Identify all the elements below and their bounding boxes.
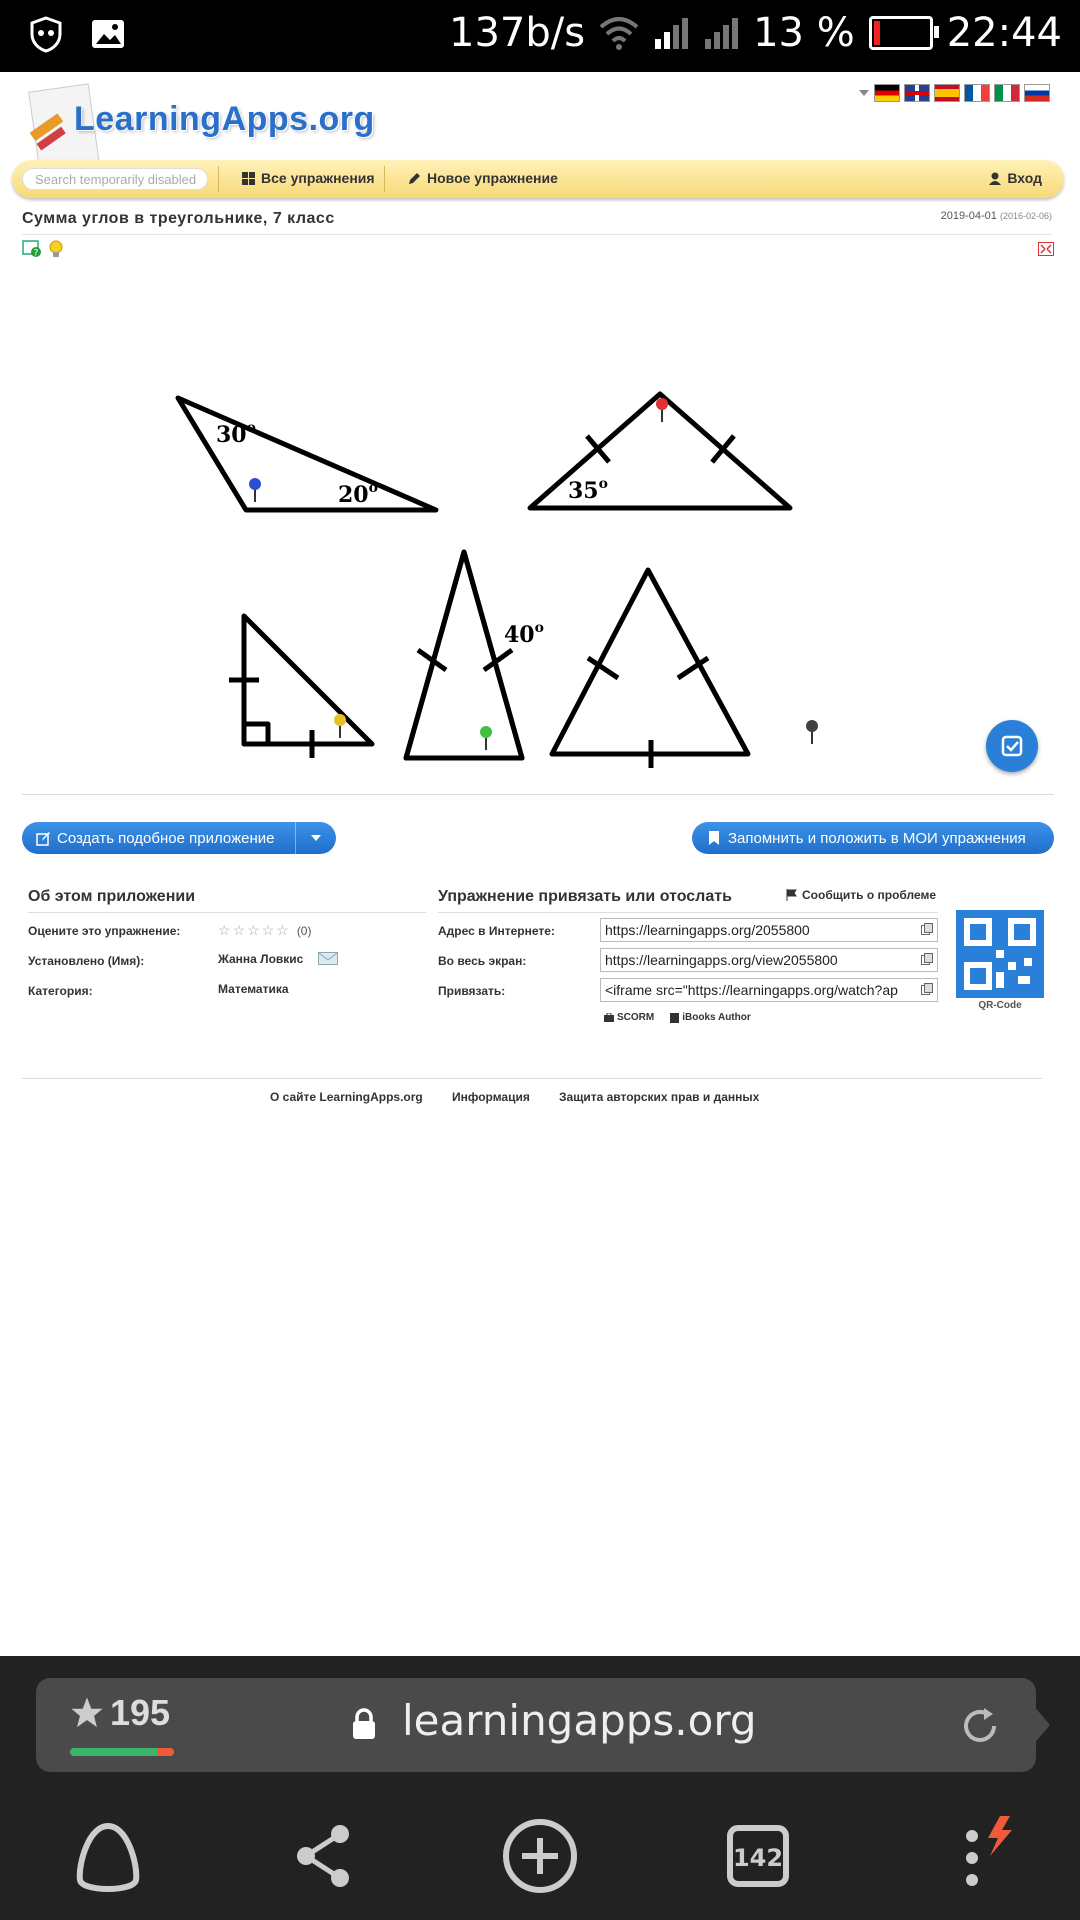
search-input[interactable]: Search temporarily disabled <box>22 168 208 190</box>
flag-icon <box>786 889 798 901</box>
new-tab-icon[interactable] <box>506 1822 574 1890</box>
divider <box>22 794 1054 795</box>
author-name[interactable]: Жанна Ловкис <box>218 952 304 966</box>
triangle-obtuse <box>178 398 436 510</box>
star-icon[interactable]: ☆ <box>247 922 260 938</box>
check-answer-button[interactable] <box>986 720 1038 772</box>
star-icon[interactable]: ☆ <box>232 922 246 938</box>
nav-new-exercise[interactable] <box>408 170 558 186</box>
bookmark-icon <box>708 831 720 845</box>
about-heading: Об этом приложении <box>28 888 196 905</box>
star-icon[interactable]: ☆ <box>218 922 231 938</box>
clock: 22:44 <box>946 10 1062 56</box>
create-similar-button[interactable] <box>22 822 336 854</box>
fullscreen-url-field[interactable] <box>600 948 938 972</box>
angle-label-3: 35$^o$ <box>568 476 608 504</box>
address-bar-arrow <box>1010 1678 1050 1772</box>
nav-login-label: Вход <box>1007 170 1042 186</box>
fullscreen-label: Во весь экран: <box>438 954 527 968</box>
ibooks-label: iBooks Author <box>682 1012 751 1023</box>
score-progress <box>70 1748 174 1756</box>
score-value: 195 <box>110 1692 171 1733</box>
nav-divider <box>384 166 385 192</box>
check-icon <box>1000 734 1024 758</box>
nav-all-exercises[interactable] <box>242 170 375 186</box>
scorm-label: SCORM <box>617 1012 655 1023</box>
ibooks-link[interactable] <box>670 1012 751 1023</box>
nav-new-label: Новое упражнение <box>427 170 558 186</box>
page-date <box>941 210 1052 222</box>
browser-nav-icons <box>0 1816 1080 1896</box>
pin-yellow[interactable] <box>334 714 346 738</box>
flag-it[interactable] <box>994 84 1020 102</box>
envelope-icon[interactable] <box>318 952 338 965</box>
book-icon <box>670 1013 679 1023</box>
angle-label-2: 20$^o$ <box>338 480 378 508</box>
flag-gb[interactable] <box>904 84 930 102</box>
nav-divider <box>218 166 219 192</box>
reload-icon[interactable] <box>958 1704 1002 1748</box>
svg-text:?: ? <box>33 248 39 258</box>
shield-icon <box>26 14 66 54</box>
share-icon[interactable] <box>297 1825 349 1887</box>
footer-info-link[interactable]: Информация <box>452 1090 530 1104</box>
embed-label: Привязать: <box>438 984 506 998</box>
url-field[interactable] <box>600 918 938 942</box>
qr-code-icon <box>956 910 1044 998</box>
signal-2-icon <box>703 15 739 51</box>
qr-code[interactable] <box>956 910 1044 1011</box>
page-title: Сумма углов в треугольнике, 7 класс <box>22 210 335 227</box>
edit-icon <box>36 831 51 846</box>
share-heading: Упражнение привязать или отослать <box>438 888 732 905</box>
user-icon <box>989 172 1001 185</box>
browser-bar <box>0 1656 1080 1920</box>
angle-label-1: 30$^o$ <box>216 420 256 448</box>
title-row <box>22 206 1052 235</box>
copy-icon[interactable] <box>921 923 933 935</box>
rate-label: Оцените это упражнение: <box>28 924 181 938</box>
home-icon[interactable] <box>80 1826 137 1889</box>
save-label: Запомнить и положить в МОИ упражнения <box>728 829 1026 847</box>
create-similar-label: Создать подобное приложение <box>57 829 275 847</box>
modified-date: 2019-04-01 <box>940 210 997 222</box>
menu-icon[interactable] <box>966 1816 1012 1886</box>
help-icon[interactable] <box>22 240 42 258</box>
embed-field-value: <iframe src="https://learningapps.org/watch?ap <box>605 982 898 998</box>
nav-all-label: Все упражнения <box>261 170 375 186</box>
pin-green[interactable] <box>480 726 492 750</box>
nav-login[interactable] <box>989 170 1042 186</box>
angle-label-4: 40$^o$ <box>504 620 544 648</box>
caret-down-icon <box>311 835 321 841</box>
scorm-link[interactable] <box>604 1012 654 1023</box>
grid-icon <box>242 172 255 185</box>
wifi-icon <box>599 15 639 51</box>
flag-fr[interactable] <box>964 84 990 102</box>
created-date: (2016-02-06) <box>999 211 1052 221</box>
tabs-count: 142 <box>732 1844 784 1872</box>
signal-icon <box>653 15 689 51</box>
star-icon[interactable]: ☆ <box>261 922 275 938</box>
lightbulb-icon[interactable] <box>48 240 64 258</box>
fullscreen-field-value: https://learningapps.org/view2055800 <box>605 952 838 968</box>
report-problem-link[interactable] <box>786 888 936 902</box>
pencil-icon <box>408 172 421 185</box>
protection-score[interactable] <box>70 1692 170 1734</box>
logo-text: LearningApps.org <box>74 100 375 138</box>
category-value[interactable]: Математика <box>218 982 289 996</box>
battery-percent: 13 % <box>753 10 855 56</box>
footer-divider <box>22 1078 1042 1079</box>
flag-ru[interactable] <box>1024 84 1050 102</box>
embed-code-field[interactable] <box>600 978 938 1002</box>
url-field-value: https://learningapps.org/2055800 <box>605 922 810 938</box>
chevron-down-icon[interactable] <box>858 89 870 97</box>
briefcase-icon <box>604 1013 614 1022</box>
pin-red[interactable] <box>656 398 668 422</box>
lock-icon <box>352 1708 376 1740</box>
triangle-equilateral <box>552 570 748 754</box>
about-divider <box>28 912 426 913</box>
rating-count: (0) <box>296 924 312 938</box>
flag-de[interactable] <box>874 84 900 102</box>
save-to-my-exercises-button[interactable] <box>692 822 1054 854</box>
address-bar[interactable] <box>36 1678 1036 1772</box>
network-speed: 137b/s <box>449 10 586 56</box>
exercise-canvas[interactable] <box>22 268 1058 788</box>
rating-stars[interactable] <box>218 922 311 940</box>
footer-privacy-link[interactable]: Защита авторских прав и данных <box>559 1090 760 1104</box>
copy-icon[interactable] <box>921 983 933 995</box>
status-bar <box>0 0 1080 72</box>
copy-icon[interactable] <box>921 953 933 965</box>
category-label: Категория: <box>28 984 93 998</box>
qr-label: QR-Code <box>978 1000 1022 1011</box>
create-dropdown-toggle[interactable] <box>295 822 336 854</box>
main-nav <box>12 160 1064 198</box>
pin-blue[interactable] <box>249 478 261 502</box>
exercise-tools <box>22 240 64 258</box>
gallery-icon <box>88 14 128 54</box>
flag-es[interactable] <box>934 84 960 102</box>
footer-about-link[interactable]: О сайте LearningApps.org <box>270 1090 423 1104</box>
share-divider <box>438 912 938 913</box>
url-label: Адрес в Интернете: <box>438 924 555 938</box>
star-icon[interactable]: ☆ <box>276 922 289 938</box>
battery-icon <box>869 16 933 50</box>
fullscreen-icon[interactable] <box>1038 242 1054 256</box>
author-label: Установлено (Имя): <box>28 954 145 968</box>
url-text[interactable]: learningapps.org <box>402 1696 757 1745</box>
web-page <box>0 72 1080 1656</box>
pin-gray[interactable] <box>806 720 818 744</box>
language-flags <box>858 84 1050 102</box>
report-label: Сообщить о проблеме <box>802 888 937 902</box>
star-icon <box>70 1696 104 1730</box>
